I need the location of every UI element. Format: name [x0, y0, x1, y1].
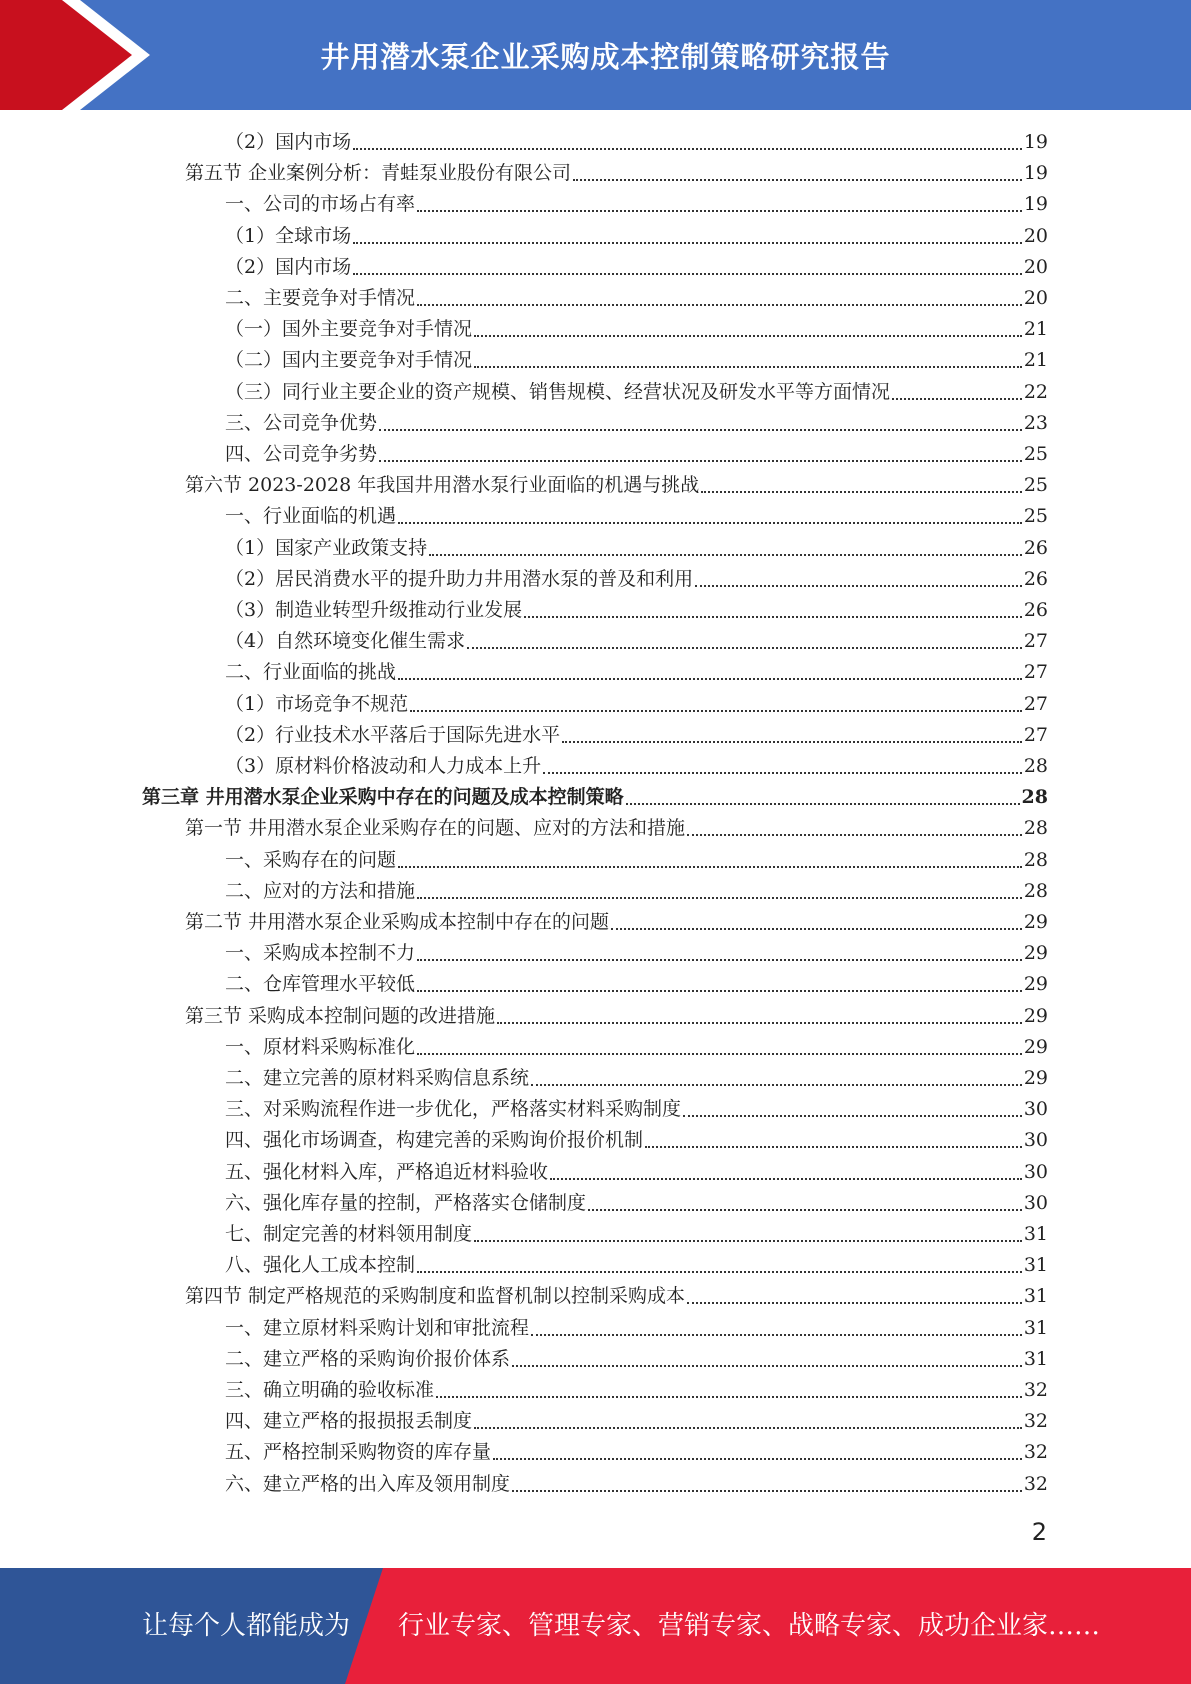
toc-item-entry[interactable] [225, 1032, 1048, 1063]
toc-item-entry[interactable] [225, 689, 1048, 720]
toc-item-entry[interactable] [225, 127, 1048, 158]
toc-dot-leader [588, 1209, 1022, 1211]
toc-item-entry[interactable] [225, 595, 1048, 626]
toc-dot-leader [562, 741, 1022, 743]
toc-entry-label: 二、应对的方法和措施 [225, 879, 416, 902]
toc-item-entry[interactable] [225, 501, 1048, 532]
toc-entry-page: 20 [1023, 287, 1048, 309]
toc-dot-leader [550, 1178, 1022, 1180]
toc-item-entry[interactable] [225, 720, 1048, 751]
toc-entry-label: 四、公司竞争劣势 [225, 443, 378, 465]
toc-entry-label: 一、采购成本控制不力 [225, 942, 416, 965]
toc-dot-leader [474, 335, 1022, 337]
toc-entry-label: 二、主要竞争对手情况 [225, 287, 416, 309]
toc-dot-leader [353, 242, 1022, 244]
toc-section-entry[interactable] [185, 158, 1048, 189]
toc-dot-leader [493, 1458, 1022, 1460]
toc-entry-page: 32 [1023, 1441, 1048, 1464]
toc-dot-leader [379, 429, 1022, 431]
toc-dot-leader [436, 1396, 1022, 1398]
toc-entry-label: 三、确立明确的验收标准 [225, 1379, 435, 1401]
toc-entry-label: （2）居民消费水平的提升助力井用潜水泵的普及和利用 [225, 567, 694, 590]
toc-dot-leader [645, 1146, 1022, 1148]
toc-dot-leader [524, 616, 1022, 618]
toc-entry-label: 一、采购存在的问题 [225, 848, 397, 871]
toc-dot-leader [531, 1084, 1022, 1086]
toc-entry-label: 第四节 制定严格规范的采购制度和监督机制以控制采购成本 [185, 1285, 686, 1308]
toc-entry-label: 四、建立严格的报损报丢制度 [225, 1410, 473, 1433]
toc-item-entry[interactable] [225, 1344, 1048, 1375]
toc-entry-page: 31 [1023, 1223, 1048, 1245]
toc-entry-page: 32 [1023, 1379, 1048, 1401]
toc-entry-page: 31 [1023, 1347, 1048, 1370]
toc-entry-label: 一、公司的市场占有率 [225, 193, 416, 216]
toc-entry-label: （3）制造业转型升级推动行业发展 [225, 599, 523, 621]
toc-item-entry[interactable] [225, 345, 1048, 376]
toc-entry-label: 第三节 采购成本控制问题的改进措施 [185, 1004, 496, 1027]
toc-entry-page: 31 [1023, 1285, 1048, 1308]
toc-entry-page: 25 [1023, 443, 1048, 465]
toc-entry-label: 六、建立严格的出入库及领用制度 [225, 1472, 511, 1495]
toc-entry-page: 26 [1023, 567, 1048, 590]
toc-entry-label: （一）国外主要竞争对手情况 [225, 318, 473, 341]
toc-entry-page: 30 [1023, 1160, 1048, 1183]
report-title: 井用潜水泵企业采购成本控制策略研究报告 [320, 39, 891, 74]
toc-item-entry[interactable] [225, 189, 1048, 220]
toc-dot-leader [474, 1240, 1022, 1242]
toc-entry-label: 二、仓库管理水平较低 [225, 973, 416, 996]
toc-entry-page: 27 [1023, 692, 1048, 715]
toc-entry-page: 23 [1023, 411, 1048, 434]
toc-entry-label: （2）国内市场 [225, 131, 352, 153]
toc-item-entry[interactable] [225, 564, 1048, 595]
toc-entry-label: 三、公司竞争优势 [225, 411, 378, 434]
toc-entry-label: 第二节 井用潜水泵企业采购成本控制中存在的问题 [185, 911, 610, 933]
toc-item-entry[interactable] [225, 938, 1048, 969]
toc-section-entry[interactable] [185, 907, 1048, 938]
toc-dot-leader [474, 366, 1022, 368]
toc-dot-leader [417, 959, 1022, 961]
toc-entry-label: 二、建立完善的原材料采购信息系统 [225, 1067, 530, 1089]
toc-entry-label: 七、制定完善的材料领用制度 [225, 1223, 473, 1245]
toc-entry-page: 29 [1023, 1035, 1048, 1058]
toc-item-entry[interactable] [225, 1125, 1048, 1156]
toc-dot-leader [611, 928, 1022, 930]
toc-entry-page: 19 [1023, 131, 1048, 153]
toc-dot-leader [410, 710, 1022, 712]
toc-item-entry[interactable] [225, 1094, 1048, 1125]
toc-entry-page: 27 [1023, 723, 1048, 746]
toc-item-entry[interactable] [225, 252, 1048, 283]
toc-item-entry[interactable] [225, 1375, 1048, 1406]
toc-entry-page: 19 [1023, 162, 1048, 185]
toc-item-entry[interactable] [225, 657, 1048, 688]
footer-slogan-left: 让每个人都能成为 [142, 1611, 351, 1641]
toc-entry-label: 第三章 井用潜水泵企业采购中存在的问题及成本控制策略 [142, 786, 624, 809]
toc-section-entry[interactable] [185, 1281, 1048, 1312]
toc-item-entry[interactable] [225, 314, 1048, 345]
toc-entry-page: 28 [1023, 755, 1048, 777]
toc-item-entry[interactable] [225, 439, 1048, 470]
toc-entry-label: 四、强化市场调查，构建完善的采购询价报价机制 [225, 1129, 644, 1152]
toc-entry-label: 第六节 2023-2028 年我国井用潜水泵行业面临的机遇与挑战 [185, 474, 700, 497]
toc-dot-leader [417, 1271, 1022, 1273]
toc-entry-page: 32 [1023, 1472, 1048, 1495]
toc-item-entry[interactable] [225, 408, 1048, 439]
toc-item-entry[interactable] [225, 1437, 1048, 1468]
toc-entry-label: 一、建立原材料采购计划和审批流程 [225, 1316, 530, 1339]
toc-item-entry[interactable] [225, 221, 1048, 252]
toc-dot-leader [379, 460, 1022, 462]
toc-section-entry[interactable] [185, 1001, 1048, 1032]
toc-entry-page: 26 [1023, 599, 1048, 621]
toc-dot-leader [353, 148, 1022, 150]
page-number: 2 [1031, 1518, 1047, 1546]
toc-entry-page: 20 [1023, 255, 1048, 278]
toc-entry-label: （4）自然环境变化催生需求 [225, 630, 466, 653]
toc-item-entry[interactable] [225, 377, 1048, 408]
toc-entry-label: （1）全球市场 [225, 224, 352, 247]
toc-entry-page: 29 [1023, 1004, 1048, 1027]
toc-entry-page: 28 [1023, 848, 1048, 871]
toc-entry-page: 26 [1023, 536, 1048, 559]
toc-entry-page: 25 [1023, 505, 1048, 528]
toc-item-entry[interactable] [225, 876, 1048, 907]
toc-entry-page: 28 [1021, 786, 1048, 809]
toc-entry-page: 27 [1023, 630, 1048, 653]
toc-entry-label: 二、建立严格的采购询价报价体系 [225, 1347, 511, 1370]
toc-dot-leader [474, 1427, 1022, 1429]
toc-entry-page: 27 [1023, 661, 1048, 684]
toc-dot-leader [512, 1365, 1022, 1367]
toc-entry-label: 三、对采购流程作进一步优化，严格落实材料采购制度 [225, 1098, 682, 1121]
toc-entry-label: 六、强化库存量的控制，严格落实仓储制度 [225, 1191, 587, 1214]
toc-item-entry[interactable] [225, 283, 1048, 314]
toc-entry-page: 25 [1023, 474, 1048, 497]
toc-entry-label: 一、原材料采购标准化 [225, 1035, 416, 1058]
toc-entry-page: 32 [1023, 1410, 1048, 1433]
toc-entry-label: （二）国内主要竞争对手情况 [225, 349, 473, 372]
footer-slogan-right: 行业专家、管理专家、营销专家、战略专家、成功企业家…… [398, 1611, 1101, 1641]
toc-entry-page: 29 [1023, 973, 1048, 996]
toc-entry-page: 30 [1023, 1129, 1048, 1152]
toc-entry-page: 29 [1023, 911, 1048, 933]
toc-item-entry[interactable] [225, 1313, 1048, 1344]
toc-dot-leader [687, 834, 1022, 836]
toc-dot-leader [701, 491, 1022, 493]
toc-entry-label: （3）原材料价格波动和人力成本上升 [225, 755, 542, 777]
toc-dot-leader [683, 1115, 1022, 1117]
toc-entry-page: 30 [1023, 1098, 1048, 1121]
toc-entry-page: 28 [1023, 817, 1048, 840]
toc-item-entry[interactable] [225, 1188, 1048, 1219]
toc-dot-leader [695, 585, 1022, 587]
toc-dot-leader [429, 554, 1022, 556]
toc-dot-leader [687, 1302, 1022, 1304]
toc-entry-label: 第五节 企业案例分析：青蛙泵业股份有限公司 [185, 162, 572, 185]
toc-item-entry[interactable] [225, 1406, 1048, 1437]
toc-item-entry[interactable] [225, 1157, 1048, 1188]
toc-item-entry[interactable] [225, 1469, 1048, 1500]
toc-dot-leader [573, 179, 1022, 181]
toc-entry-label: 五、强化材料入库，严格追近材料验收 [225, 1160, 549, 1183]
toc-dot-leader [417, 990, 1022, 992]
header-banner [0, 0, 1191, 110]
toc-entry-page: 19 [1023, 193, 1048, 216]
toc-dot-leader [543, 772, 1022, 774]
toc-entry-label: （2）国内市场 [225, 255, 352, 278]
toc-dot-leader [531, 1334, 1022, 1336]
toc-entry-page: 29 [1023, 1067, 1048, 1089]
toc-entry-page: 31 [1023, 1316, 1048, 1339]
toc-item-entry[interactable] [225, 1063, 1048, 1094]
toc-entry-label: （2）行业技术水平落后于国际先进水平 [225, 723, 561, 746]
toc-entry-page: 21 [1023, 349, 1048, 372]
toc-item-entry[interactable] [225, 1219, 1048, 1250]
toc-entry-page: 28 [1023, 879, 1048, 902]
toc-entry-label: 一、行业面临的机遇 [225, 505, 397, 528]
toc-dot-leader [417, 897, 1022, 899]
toc-entry-page: 22 [1023, 380, 1048, 403]
toc-item-entry[interactable] [225, 1250, 1048, 1281]
toc-dot-leader [417, 210, 1022, 212]
footer-banner [0, 1568, 1191, 1684]
toc-item-entry[interactable] [225, 751, 1048, 782]
toc-dot-leader [398, 678, 1022, 680]
toc-entry-label: （1）国家产业政策支持 [225, 536, 428, 559]
toc-section-entry[interactable] [185, 813, 1048, 844]
toc-chapter-entry[interactable] [142, 782, 1048, 813]
chevron-arrow-icon [0, 0, 160, 110]
toc-dot-leader [398, 522, 1022, 524]
toc-entry-label: （1）市场竞争不规范 [225, 692, 409, 715]
toc-dot-leader [512, 1490, 1022, 1492]
toc-dot-leader [467, 647, 1022, 649]
toc-entry-page: 30 [1023, 1191, 1048, 1214]
toc-entry-page: 20 [1023, 224, 1048, 247]
toc-item-entry[interactable] [225, 533, 1048, 564]
toc-dot-leader [626, 803, 1020, 805]
toc-entry-label: 八、强化人工成本控制 [225, 1254, 416, 1277]
toc-item-entry[interactable] [225, 626, 1048, 657]
toc-dot-leader [353, 273, 1022, 275]
toc-entry-page: 21 [1023, 318, 1048, 341]
toc-entry-label: 第一节 井用潜水泵企业采购存在的问题、应对的方法和措施 [185, 817, 686, 840]
toc-dot-leader [892, 398, 1022, 400]
toc-item-entry[interactable] [225, 845, 1048, 876]
toc-dot-leader [417, 304, 1022, 306]
toc-entry-page: 31 [1023, 1254, 1048, 1277]
toc-section-entry[interactable] [185, 470, 1048, 501]
toc-dot-leader [417, 1053, 1022, 1055]
toc-dot-leader [398, 866, 1022, 868]
toc-dot-leader [497, 1022, 1022, 1024]
toc-entry-page: 29 [1023, 942, 1048, 965]
toc-item-entry[interactable] [225, 969, 1048, 1000]
toc-entry-label: 五、严格控制采购物资的库存量 [225, 1441, 492, 1464]
toc-entry-label: （三）同行业主要企业的资产规模、销售规模、经营状况及研发水平等方面情况 [225, 380, 891, 403]
toc-entry-label: 二、行业面临的挑战 [225, 661, 397, 684]
